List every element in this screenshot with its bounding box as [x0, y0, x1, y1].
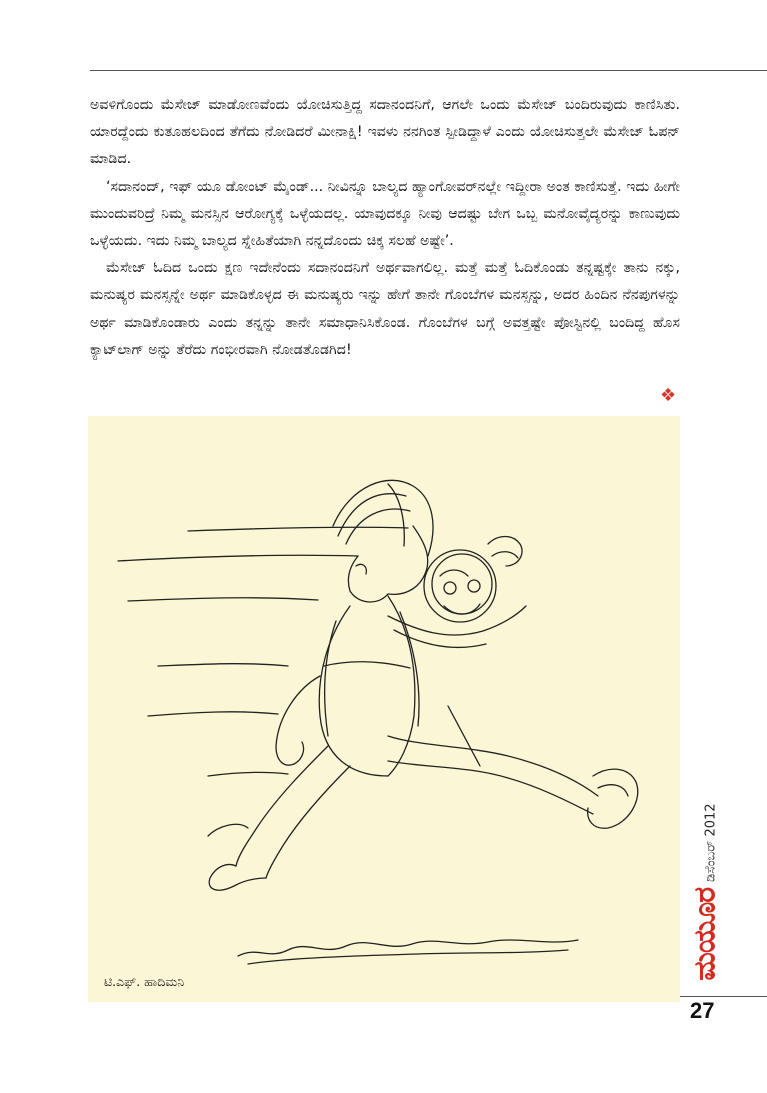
- issue-date: ಡಿಸೆಂಬರ್ 2012: [703, 803, 719, 882]
- magazine-masthead: [680, 794, 730, 990]
- article-body: [90, 92, 680, 364]
- top-rule: [90, 70, 767, 71]
- end-of-story-icon: ❖: [660, 385, 677, 406]
- illustrator-credit: ಟಿ.ಎಫ್. ಹಾದಿಮನಿ: [104, 974, 185, 989]
- sketch-illustration: [88, 416, 680, 1002]
- paragraph: ಮೆಸೇಜ್ ಓದಿದ ಒಂದು ಕ್ಷಣ ಇದೇನೆಂದು ಸದಾನಂದನಿಗೆ ಅರ್ಥವಾಗಲಿಲ್ಲ. ಮತ್ತೆ ಮತ್ತೆ ಓದಿಕೊಂಡು ತನ್ನಷ್ಟಕ್ಕೇ ತಾನು ನಕ್ಕು, ಮನುಷ್ಯರ ಮನಸ್ಸನ್ನೇ ಅರ್ಥ ಮಾಡಿಕೊಳ್ಳದ ಈ ಮನುಷ್ಯರು ಇನ್ನು ಹೇಗೆ ತಾನೇ ಗೊಂಬೆಗಳ ಮನಸ್ಸನ್ನು, ಅದರ ಹಿಂದಿನ ನೆನಪುಗಳನ್ನು ಅರ್ಥ ಮಾಡಿಕೊಂಡಾರು ಎಂದು ತನ್ನನ್ನು ತಾನೇ ಸಮಾಧಾನಿಸಿಕೊಂಡ. ಗೊಂಬೆಗಳ ಬಗ್ಗೆ ಅವತ್ತಷ್ಟೇ ಪೋಸ್ಟಿನಲ್ಲಿ ಬಂದಿದ್ದ ಹೊಸ ಕ್ಯಾಟ್‌ಲಾಗ್ ಅನ್ನು ತೆರೆದು ಗಂಭೀರವಾಗಿ ನೋಡತೊಡಗಿದ!: [90, 260, 680, 358]
- paragraph: ಅವಳಿಗೊಂದು ಮೆಸೇಜ್ ಮಾಡೋಣವೆಂದು ಯೋಚಿಸುತ್ತಿದ್ದ ಸದಾನಂದನಿಗೆ, ಆಗಲೇ ಒಂದು ಮೆಸೇಜ್ ಬಂದಿರುವುದು ಕಾಣಿಸಿತು. ಯಾರದ್ದೆಂದು ಕುತೂಹಲದಿಂದ ತೆಗೆದು ನೋಡಿದರೆ ಮೀನಾಕ್ಷಿ! ಇವಳು ನನಗಿಂತ ಸ್ಪೀಡಿದ್ದಾಳೆ ಎಂದು ಯೋಚಿಸುತ್ತಲೇ ಮೆಸೇಜ್ ಓಪನ್ ಮಾಡಿದ.: [90, 97, 680, 168]
- page-number: 27: [690, 998, 715, 1023]
- footer-rule: [680, 996, 767, 997]
- paragraph: ‘ಸದಾನಂದ್, ಇಫ್ ಯೂ ಡೋಂಟ್ ಮೈಂಡ್... ನೀವಿನ್ನೂ ಬಾಲ್ಯದ ಹ್ಯಾಂಗೋವರ್‌ನಲ್ಲೇ ಇದ್ದೀರಾ ಅಂತ ಕಾಣಿಸುತ್ತೆ. ಇದು ಹೀಗೇ ಮುಂದುವರಿದ್ರೆ ನಿಮ್ಮ ಮನಸ್ಸಿನ ಆರೋಗ್ಯಕ್ಕೆ ಒಳ್ಳೆಯದಲ್ಲ. ಯಾವುದಕ್ಕೂ ನೀವು ಆದಷ್ಟು ಬೇಗ ಒಬ್ಬ ಮನೋವೈದ್ಯರನ್ನು ಕಾಣುವುದು ಒಳ್ಳೆಯದು. ಇದು ನಿಮ್ಮ ಬಾಲ್ಯದ ಸ್ನೇಹಿತೆಯಾಗಿ ನನ್ನದೊಂದು ಚಿಕ್ಕ ಸಲಹೆ ಅಷ್ಟೇ’.: [90, 178, 680, 250]
- running-girl-with-doll-sketch: [88, 416, 680, 1002]
- magazine-name: ಮಯೂರ: [687, 887, 723, 981]
